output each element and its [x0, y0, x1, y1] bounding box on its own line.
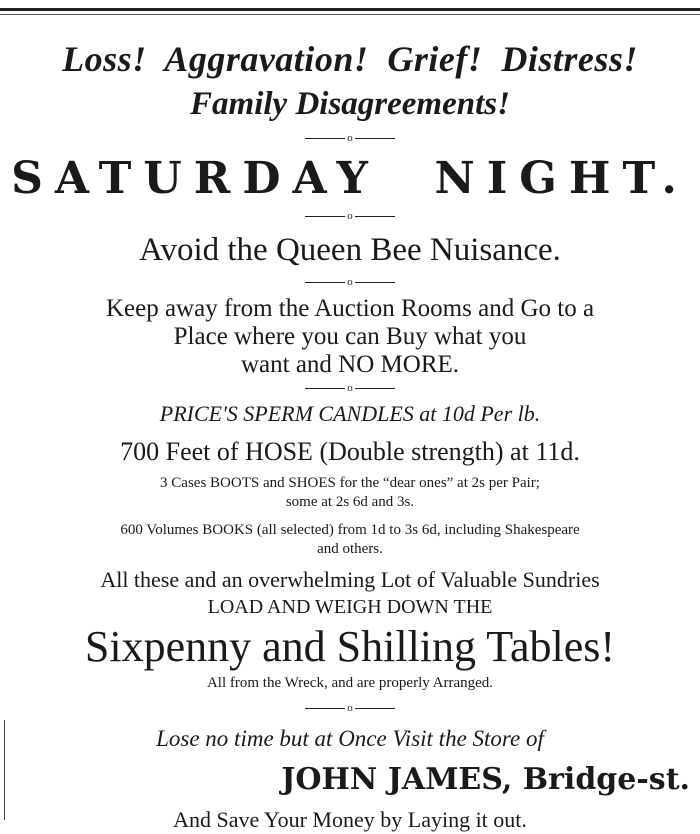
store-name: JOHN JAMES, Bridge-st. [281, 762, 690, 797]
separator-1: o [0, 132, 700, 144]
books-line-2: and others. [317, 541, 383, 557]
separator-4: o [0, 382, 700, 394]
headline-line-2: Family Disagreements! [190, 86, 510, 122]
top-rule-thin [0, 14, 700, 15]
separator-3: o [0, 276, 700, 288]
queen-bee-heading: Avoid the Queen Bee Nuisance. [139, 232, 561, 268]
tables-heading: Sixpenny and Shilling Tables! [84, 622, 616, 671]
separator-5: o [0, 702, 700, 714]
books-line-1: 600 Volumes BOOKS (all selected) from 1d to 3s 6d, including Shakespeare [120, 522, 580, 538]
saturday-night-heading: SATURDAY NIGHT. [11, 153, 689, 204]
save-money-line: And Save Your Money by Laying it out. [173, 807, 527, 832]
headline-line-1: Loss! Aggravation! Grief! Distress! [62, 39, 638, 79]
wreck-line: All from the Wreck, and are properly Arranged. [206, 675, 494, 691]
boots-line-2: some at 2s 6d and 3s. [285, 494, 415, 510]
top-rule-thick [0, 8, 700, 11]
separator-2: o [0, 210, 700, 222]
load-line: LOAD AND WEIGH DOWN THE [207, 596, 493, 618]
keep-away-line-2: Place where you can Buy what you [173, 323, 527, 350]
sundries-line: All these and an overwhelming Lot of Valuable Sundries [100, 567, 600, 592]
hose-line: 700 Feet of HOSE (Double strength) at 11d. [120, 437, 580, 466]
boots-line-1: 3 Cases BOOTS and SHOES for the “dear ones” at 2s per Pair; [160, 475, 540, 491]
keep-away-line-1: Keep away from the Auction Rooms and Go to a [105, 295, 595, 322]
candles-line: PRICE'S SPERM CANDLES at 10d Per lb. [159, 401, 541, 426]
lose-time-line: Lose no time but at Once Visit the Store of [156, 726, 544, 751]
keep-away-line-3: want and NO MORE. [240, 351, 460, 378]
left-column-rule [4, 720, 5, 820]
